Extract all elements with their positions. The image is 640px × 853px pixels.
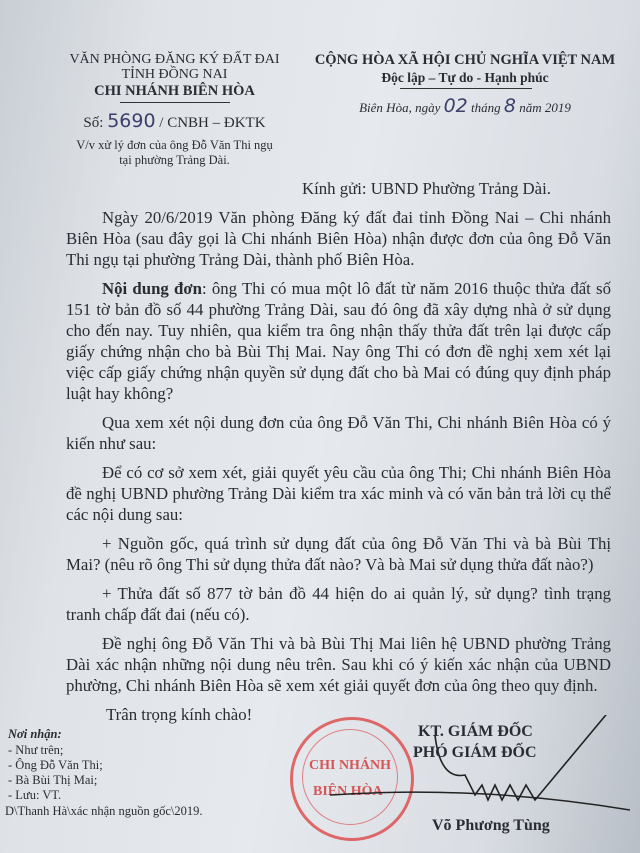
content-label: Nội dung đơn	[102, 279, 202, 298]
signer-role-1: KT. GIÁM ĐỐC	[418, 723, 533, 740]
letter-body	[5, 178, 611, 835]
paragraph-5: + Nguồn gốc, quá trình sử dụng đất của ông Đỗ Văn Thi và bà Bùi Thị Mai? (nêu rõ ông Thi sử dụng thửa đất nào? Và bà Mai sử dụng thửa đất nào?)	[66, 534, 611, 574]
recipient-item: - Ông Đỗ Văn Thi;	[8, 758, 103, 772]
divider	[400, 88, 532, 89]
document-number: Số: 5690 / CNBH – ĐKTK	[83, 110, 266, 132]
paragraph-6: + Thửa đất số 877 tờ bản đồ 44 hiện do ai quản lý, sử dụng? tình trạng tranh chấp đất đai (nếu có).	[66, 584, 611, 624]
signer-name: Võ Phương Tùng	[432, 817, 550, 834]
letter-footer	[0, 725, 640, 835]
file-path: D\Thanh Hà\xác nhận nguồn gốc\2019.	[5, 804, 203, 818]
paragraph-1: Ngày 20/6/2019 Văn phòng Đăng ký đất đai tỉnh Đồng Nai – Chi nhánh Biên Hòa (sau đây gọi là Chi nhánh Biên Hòa) nhận được đơn của ông Đỗ Văn Thi ngụ tại phường Trảng Dài, thành phố Biên Hòa.	[66, 208, 611, 269]
nation-title: CỘNG HÒA XÃ HỘI CHỦ NGHĨA VIỆT NAM	[314, 52, 616, 68]
date-line: Biên Hòa, ngày 02 tháng 8 năm 2019	[359, 95, 571, 117]
official-stamp: CHI NHÁNH BIÊN HÒA	[290, 717, 414, 841]
paragraph-7: Đề nghị ông Đỗ Văn Thi và bà Bùi Thị Mai liên hệ UBND phường Trảng Dài xác nhận những nội dung nêu trên. Sau khi có ý kiến xác nhận của UBND phường, Chi nhánh Biên Hòa sẽ xem xét giải quyết đơn của ông theo quy định.	[66, 634, 611, 695]
paragraph-2: Nội dung đơn: ông Thi có mua một lô đất từ năm 2016 thuộc thửa đất số 151 tờ bản đồ số 44 phường Trảng Dài, sau đó ông đã xây dựng nhà ở sử dụng cho đến nay. Tuy nhiên, qua kiểm tra ông nhận thấy thửa đất trên lại được cấp giấy chứng nhận cho bà Bùi Thị Mai. Nay ông Thi có đơn đề nghị xem xét lại việc cấp giấy chứng nhận quyền sử dụng đất cho bà Mai có đúng quy định pháp luật hay không?	[66, 279, 611, 403]
paragraph-3: Qua xem xét nội dung đơn của ông Đỗ Văn Thi, Chi nhánh Biên Hòa có ý kiến như sau:	[66, 413, 611, 453]
agency-name: VĂN PHÒNG ĐĂNG KÝ ĐẤT ĐAI	[69, 52, 280, 67]
motto: Độc lập – Tự do - Hạnh phúc	[381, 70, 549, 85]
divider	[120, 102, 230, 103]
recipient-line: Kính gửi: UBND Phường Trảng Dài.	[302, 179, 551, 198]
province-name: TỈNH ĐỒNG NAI	[121, 67, 228, 82]
recipient-item: - Bà Bùi Thị Mai;	[8, 773, 98, 787]
paragraph-4: Để có cơ sở xem xét, giải quyết yêu cầu của ông Thi; Chi nhánh Biên Hòa đề nghị UBND phường Trảng Dài kiểm tra xác minh và có văn bản trả lời cụ thể các nội dung sau:	[66, 463, 611, 524]
recipient-item: - Như trên;	[8, 743, 64, 757]
closing: Trân trọng kính chào!	[106, 705, 253, 724]
handwritten-number: 5690	[107, 110, 156, 132]
recipient-item: - Lưu: VT.	[8, 788, 62, 802]
subject-line-2: tại phường Trảng Dài.	[119, 153, 230, 167]
signer-role-2: PHÓ GIÁM ĐỐC	[413, 744, 537, 761]
branch-name: CHI NHÁNH BIÊN HÒA	[94, 83, 255, 99]
subject-line-1: V/v xử lý đơn của ông Đỗ Văn Thi ngụ	[76, 138, 273, 152]
recipients-title: Nơi nhận:	[8, 727, 62, 741]
